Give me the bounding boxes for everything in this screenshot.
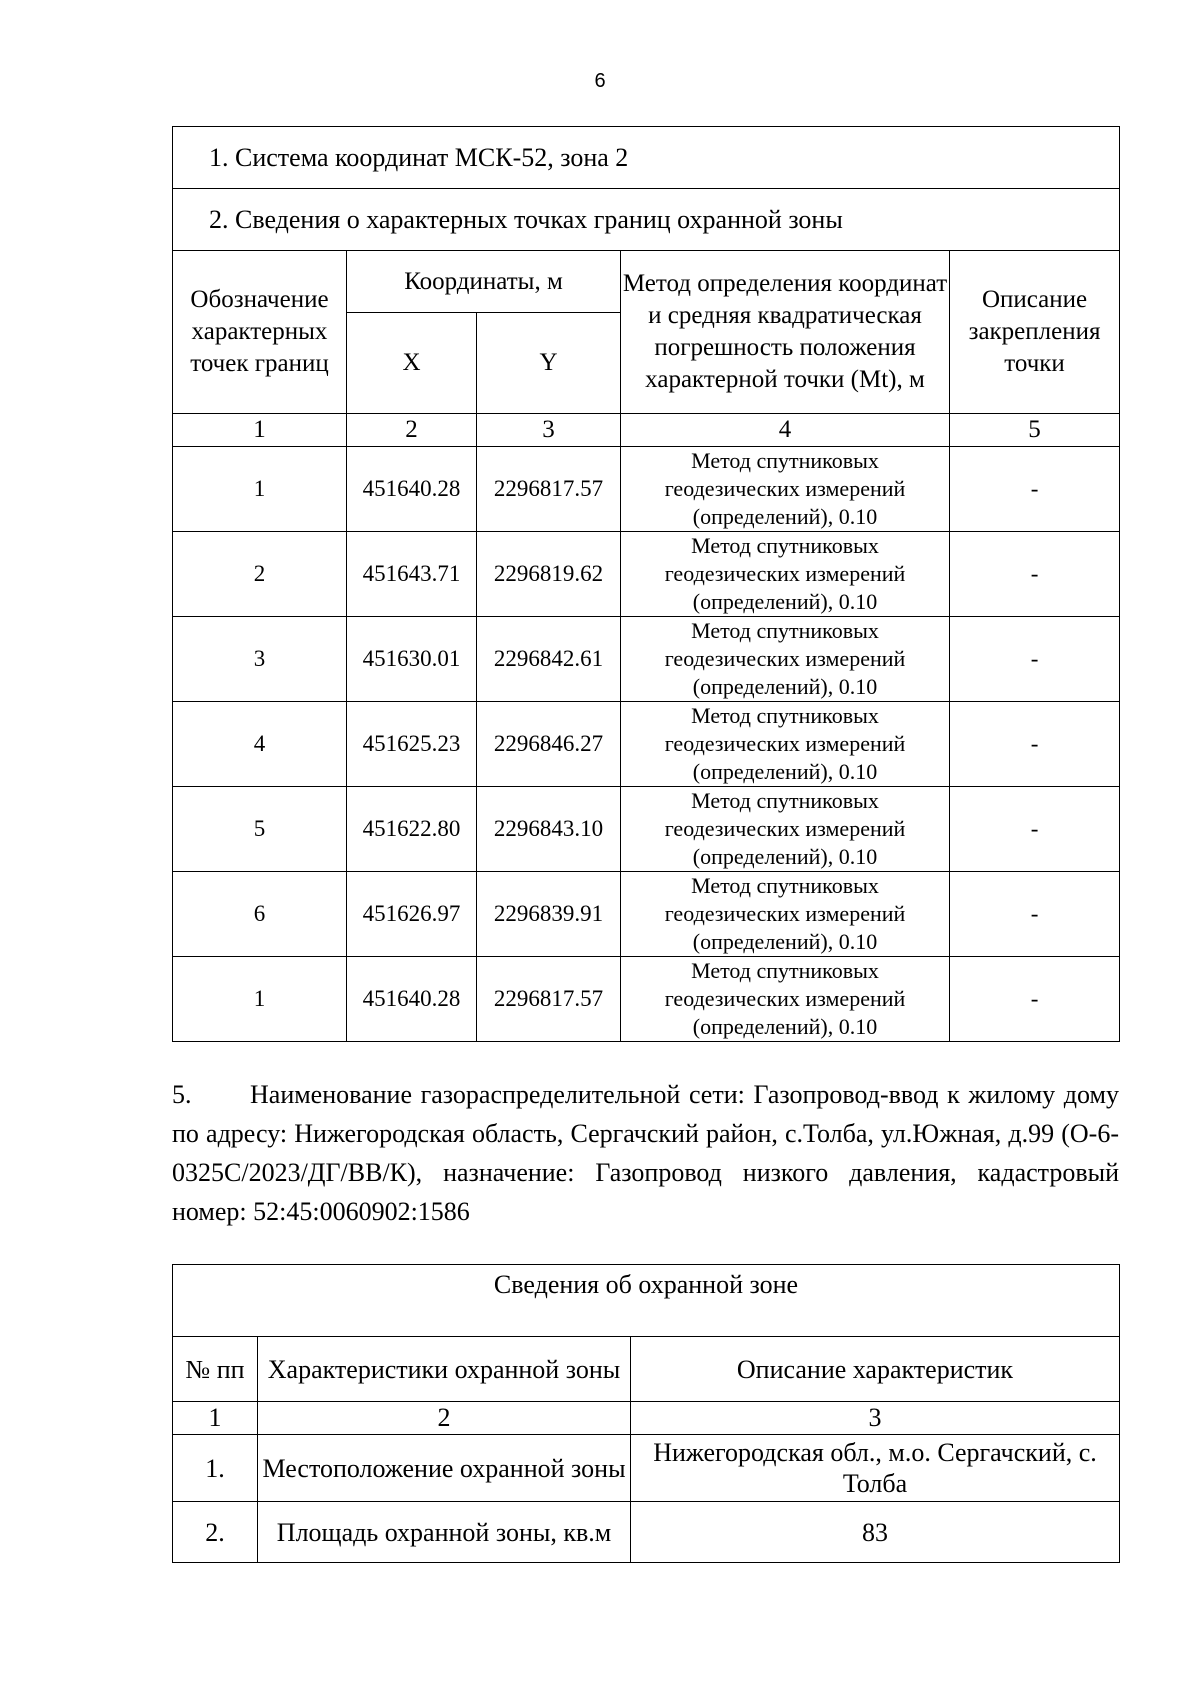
coord-x: 451622.80 — [347, 787, 477, 872]
header-method: Метод определения координат и средняя квадратическая погрешность положения характерной точки (Mt), м — [621, 251, 950, 414]
point-id: 4 — [173, 702, 347, 787]
section-5-number: 5. — [172, 1080, 192, 1109]
header-coordinates: Координаты, м — [347, 251, 621, 313]
fixing-text: - — [950, 957, 1120, 1042]
point-id: 6 — [173, 872, 347, 957]
coord-x: 451626.97 — [347, 872, 477, 957]
caption-row — [173, 1265, 1120, 1337]
fixing-text: - — [950, 787, 1120, 872]
table-row — [173, 617, 1120, 702]
table-row — [173, 447, 1120, 532]
header-row — [173, 1337, 1120, 1402]
coord-y: 2296839.91 — [477, 872, 621, 957]
point-id: 1 — [173, 957, 347, 1042]
table-row — [173, 702, 1120, 787]
coord-x: 451643.71 — [347, 532, 477, 617]
section-5-paragraph — [172, 1075, 1119, 1231]
coordinate-system-cell: 1. Система координат МСК-52, зона 2 — [173, 127, 1120, 189]
header-num: № пп — [173, 1337, 258, 1402]
table-row — [173, 532, 1120, 617]
coord-x: 451640.28 — [347, 447, 477, 532]
column-number: 5 — [950, 414, 1120, 447]
coord-x: 451625.23 — [347, 702, 477, 787]
header-row-1 — [173, 251, 1120, 313]
header-fixing: Описание закрепления точки — [950, 251, 1120, 414]
coord-y: 2296819.62 — [477, 532, 621, 617]
coord-y: 2296817.57 — [477, 957, 621, 1042]
column-number: 3 — [477, 414, 621, 447]
point-id: 2 — [173, 532, 347, 617]
method-text: Метод спутниковых геодезических измерений (определений), 0.10 — [621, 447, 950, 532]
method-text: Метод спутниковых геодезических измерений (определений), 0.10 — [621, 617, 950, 702]
section-5-text: Наименование газораспределительной сети: Газопровод-ввод к жилому дому по адресу: Нижегородская область, Сергачский район, с.Толба, ул.Южная, д.99 (О-6-0325С/2023/ДГ/ВВ/К), назначение: Газопровод низкого давления, кадастровый номер: 52:45:0060902:1586 — [172, 1080, 1119, 1226]
characteristic-text: Местоположение охранной зоны — [258, 1435, 631, 1502]
coord-y: 2296846.27 — [477, 702, 621, 787]
column-number: 4 — [621, 414, 950, 447]
fixing-text: - — [950, 532, 1120, 617]
section-title-row — [173, 189, 1120, 251]
header-characteristic: Характеристики охранной зоны — [258, 1337, 631, 1402]
fixing-text: - — [950, 447, 1120, 532]
point-id: 5 — [173, 787, 347, 872]
column-number: 2 — [347, 414, 477, 447]
characteristic-text: Площадь охранной зоны, кв.м — [258, 1502, 631, 1563]
header-y: Y — [477, 313, 621, 414]
section-title-cell: 2. Сведения о характерных точках границ охранной зоны — [173, 189, 1120, 251]
fixing-text: - — [950, 702, 1120, 787]
method-text: Метод спутниковых геодезических измерений (определений), 0.10 — [621, 702, 950, 787]
column-number: 3 — [631, 1402, 1120, 1435]
table-row — [173, 1502, 1120, 1563]
row-number: 1. — [173, 1435, 258, 1502]
coord-x: 451630.01 — [347, 617, 477, 702]
point-id: 1 — [173, 447, 347, 532]
fixing-text: - — [950, 872, 1120, 957]
description-text: Нижегородская обл., м.о. Сергачский, с. Толба — [631, 1435, 1120, 1502]
coord-y: 2296817.57 — [477, 447, 621, 532]
column-number: 1 — [173, 1402, 258, 1435]
column-number: 2 — [258, 1402, 631, 1435]
header-x: X — [347, 313, 477, 414]
column-number: 1 — [173, 414, 347, 447]
protection-zone-table — [172, 1264, 1120, 1563]
coord-x: 451640.28 — [347, 957, 477, 1042]
header-designation: Обозначение характерных точек границ — [173, 251, 347, 414]
method-text: Метод спутниковых геодезических измерений (определений), 0.10 — [621, 532, 950, 617]
table-row — [173, 1435, 1120, 1502]
coord-y: 2296842.61 — [477, 617, 621, 702]
fixing-text: - — [950, 617, 1120, 702]
method-text: Метод спутниковых геодезических измерений (определений), 0.10 — [621, 957, 950, 1042]
page-number: 6 — [594, 70, 606, 92]
column-numbers-row — [173, 414, 1120, 447]
row-number: 2. — [173, 1502, 258, 1563]
method-text: Метод спутниковых геодезических измерений (определений), 0.10 — [621, 787, 950, 872]
table-row — [173, 787, 1120, 872]
table-caption: Сведения об охранной зоне — [173, 1265, 1120, 1337]
point-id: 3 — [173, 617, 347, 702]
coordinate-system-row — [173, 127, 1120, 189]
table-row — [173, 957, 1120, 1042]
method-text: Метод спутниковых геодезических измерений (определений), 0.10 — [621, 872, 950, 957]
header-description: Описание характеристик — [631, 1337, 1120, 1402]
table-row — [173, 872, 1120, 957]
description-text: 83 — [631, 1502, 1120, 1563]
boundary-points-table — [172, 126, 1120, 1042]
column-numbers-row — [173, 1402, 1120, 1435]
coord-y: 2296843.10 — [477, 787, 621, 872]
